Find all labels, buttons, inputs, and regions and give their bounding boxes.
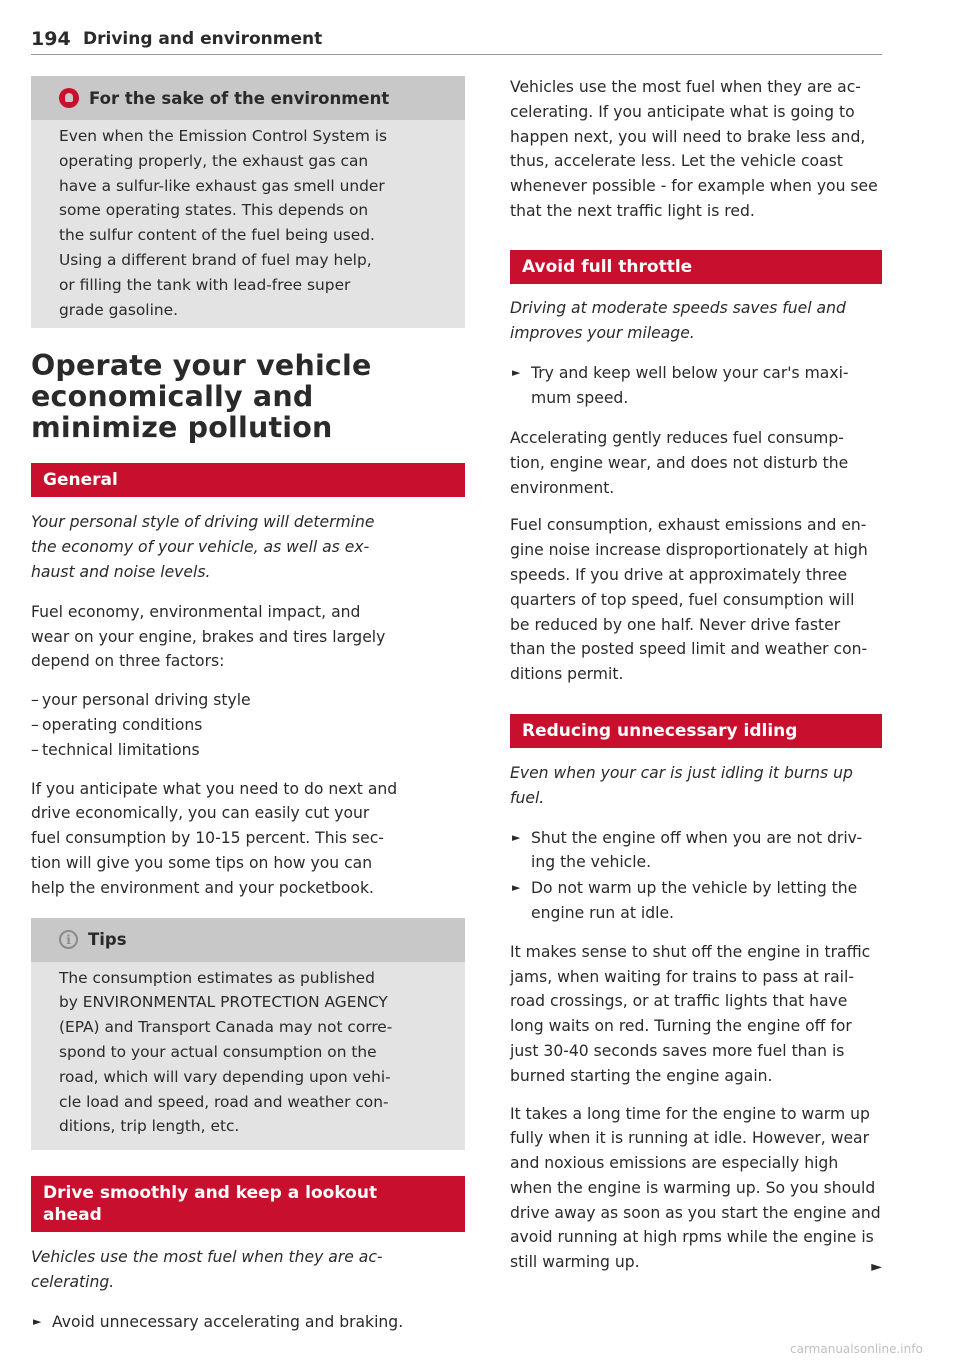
bullet-icon: ► (512, 881, 521, 895)
text-line: avoid running at high rpms while the engine is (510, 1228, 874, 1247)
full-throttle-paragraph (510, 426, 882, 500)
text-line: still warming up. (510, 1253, 640, 1272)
full-throttle-paragraph-2 (510, 513, 882, 687)
tips-note-title: Tips (88, 930, 127, 950)
environment-note-body (31, 120, 465, 324)
text-line: whenever possible - for example when you see (510, 177, 878, 196)
info-icon: i (59, 930, 78, 949)
text-line: drive away as soon as you start the engine and (510, 1203, 881, 1222)
main-heading-line: economically and (31, 380, 314, 414)
main-heading-line: minimize pollution (31, 411, 333, 445)
full-throttle-heading: Avoid full throttle (510, 250, 882, 284)
text-line: fuel consumption by 10-15 percent. This sec- (31, 829, 384, 848)
list-item: ► Try and keep well below your car's maxi- mum speed. (510, 361, 882, 411)
text-line: It takes a long time for the engine to warm up (510, 1104, 870, 1123)
idling-paragraph (510, 940, 882, 1089)
text-line: ditions permit. (510, 665, 624, 684)
heading-line: ahead (43, 1205, 102, 1226)
heading-line: Drive smoothly and keep a lookout (43, 1183, 378, 1204)
text-line: Vehicles use the most fuel when they are ac- (510, 78, 861, 96)
drive-smoothly-intro (31, 1245, 465, 1295)
drive-smoothly-paragraph (510, 75, 882, 224)
text-line: celerating. (31, 1272, 115, 1291)
text-line: grade gasoline. (59, 300, 178, 319)
text-line: the sulfur content of the fuel being used. (59, 226, 375, 245)
text-line: that the next traffic light is red. (510, 201, 755, 220)
text-line: environment. (510, 478, 615, 497)
watermark: carmanualsonline.info (790, 1342, 923, 1356)
general-heading: General (31, 463, 465, 497)
text-line: some operating states. This depends on (59, 201, 369, 220)
text-line: and noxious emissions are especially high (510, 1154, 839, 1173)
idling-intro (510, 761, 882, 811)
text-line: tion, engine wear, and does not disturb the (510, 453, 849, 472)
text-line: the economy of your vehicle, as well as ex- (31, 538, 370, 557)
environment-note-title: For the sake of the environment (89, 88, 390, 108)
text-line: thus, accelerate less. Let the vehicle coast (510, 152, 843, 171)
section-title: Driving and environment (83, 29, 323, 49)
text-line: celerating. If you anticipate what is going to (510, 102, 855, 121)
text-line: operating properly, the exhaust gas can (59, 151, 369, 170)
full-throttle-intro (510, 296, 882, 346)
text-line: haust and noise levels. (31, 562, 211, 581)
text-line: be reduced by one half. Never drive faster (510, 615, 841, 634)
text-line: drive economically, you can easily cut your (31, 804, 370, 823)
environment-icon (59, 88, 79, 108)
text-line: cle load and speed, road and weather con- (59, 1092, 389, 1111)
list-item: ► Avoid unnecessary accelerating and braking. (31, 1310, 465, 1335)
text-line: gine noise increase disproportionately at high (510, 541, 868, 560)
text-line: than the posted speed limit and weather con- (510, 640, 868, 659)
text-line: Vehicles use the most fuel when they are ac- (31, 1248, 383, 1267)
list-item: – technical limitations (31, 740, 200, 759)
text-line: Even when the Emission Control System is (59, 127, 388, 145)
text-line: Fuel economy, environmental impact, and (31, 602, 361, 621)
text-line: wear on your engine, brakes and tires largely (31, 627, 386, 646)
text-line: ditions, trip length, etc. (59, 1117, 240, 1136)
text-line: depend on three factors: (31, 652, 225, 671)
right-column (510, 76, 882, 1275)
page-header (31, 24, 882, 64)
text-line: road crossings, or at traffic lights that have (510, 992, 848, 1011)
text-line: Even when your car is just idling it burns up (510, 763, 853, 782)
text-line: Using a different brand of fuel may help, (59, 250, 372, 269)
tips-note (31, 918, 465, 1151)
text-line: have a sulfur-like exhaust gas smell under (59, 176, 385, 195)
text-line: Fuel consumption, exhaust emissions and en- (510, 516, 867, 535)
general-intro (31, 510, 465, 584)
idling-heading: Reducing unnecessary idling (510, 714, 882, 748)
text-line: Accelerating gently reduces fuel consump- (510, 428, 844, 447)
text-line: or filling the tank with lead-free super (59, 275, 351, 294)
text-line: quarters of top speed, fuel consumption will (510, 590, 855, 609)
text-line: jams, when waiting for trains to pass at rail- (510, 967, 854, 986)
list-item: – operating conditions (31, 715, 203, 734)
tips-note-header (31, 918, 465, 962)
continue-arrow-icon: ► (871, 1259, 882, 1276)
text-line: help the environment and your pocketbook. (31, 878, 374, 897)
list-item: ► Do not warm up the vehicle by letting the engine run at idle. (510, 876, 882, 926)
text-line: If you anticipate what you need to do next and (31, 779, 398, 798)
text-line: by ENVIRONMENTAL PROTECTION AGENCY (59, 993, 388, 1012)
main-heading-line: Operate your vehicle (31, 349, 372, 383)
environment-note (31, 76, 465, 328)
text-line: just 30-40 seconds saves more fuel than is (510, 1041, 845, 1060)
left-column (31, 76, 465, 1335)
text-line: Your personal style of driving will determine (31, 513, 375, 532)
text-line: road, which will vary depending upon vehi- (59, 1067, 391, 1086)
header-rule (31, 54, 882, 55)
list-item: – your personal driving style (31, 691, 251, 710)
text-line: fully when it is running at idle. However, wear (510, 1129, 870, 1148)
text-line: happen next, you will need to brake less and, (510, 127, 866, 146)
text-line: fuel. (510, 788, 545, 807)
bullet-icon: ► (33, 1314, 42, 1328)
text-line: speeds. If you drive at approximately three (510, 565, 848, 584)
general-paragraph (31, 600, 465, 674)
environment-note-header (31, 76, 465, 120)
text-line: improves your mileage. (510, 323, 695, 342)
bullet-icon: ► (512, 366, 521, 380)
text-line: long waits on red. Turning the engine off for (510, 1017, 852, 1036)
drive-smoothly-heading (31, 1176, 465, 1232)
main-heading (31, 350, 465, 443)
text-line: The consumption estimates as published (59, 968, 375, 987)
tips-note-body (31, 962, 465, 1147)
text-line: when the engine is warming up. So you should (510, 1178, 876, 1197)
page-number: 194 (31, 28, 71, 50)
text-line: burned starting the engine again. (510, 1066, 773, 1085)
text-line: Driving at moderate speeds saves fuel and (510, 298, 846, 317)
general-paragraph-2 (31, 777, 465, 901)
text-line: spond to your actual consumption on the (59, 1042, 377, 1061)
factors-list (31, 688, 465, 762)
list-item: ► Shut the engine off when you are not driv- ing the vehicle. (510, 826, 882, 876)
bullet-icon: ► (512, 830, 521, 844)
text-line: (EPA) and Transport Canada may not corre- (59, 1018, 393, 1037)
text-line: tion will give you some tips on how you can (31, 853, 373, 872)
text-line: It makes sense to shut off the engine in traffic (510, 942, 871, 961)
idling-paragraph-2 (510, 1102, 882, 1276)
